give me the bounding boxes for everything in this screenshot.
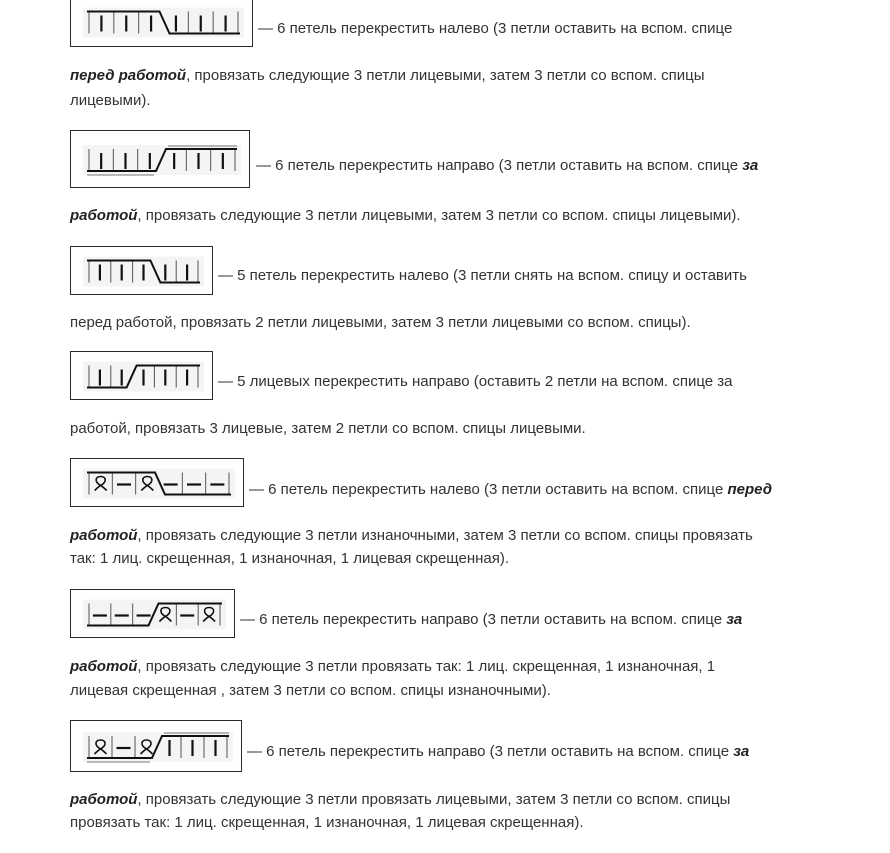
- text-run: — 6 петель перекрестить направо (3 петли оставить на вспом. спице: [240, 611, 727, 628]
- symbol-box-cross-6-right: [70, 130, 250, 188]
- entry-3-line-2: [70, 313, 691, 333]
- entry-6-line-1: [240, 610, 742, 630]
- entry-1-line-2: [70, 66, 705, 86]
- entry-7-line-3: [70, 813, 584, 833]
- text-run: — 5 петель перекрестить налево (3 петли снять на вспом. спицу и оставить: [218, 267, 747, 284]
- cable-symbol-icon: [71, 590, 236, 639]
- entry-2-line-1: [256, 156, 758, 176]
- cable-symbol-icon: [71, 131, 251, 189]
- emphasis-text: перед: [727, 481, 772, 498]
- symbol-box-cross-6-right-mixed: [70, 720, 242, 772]
- emphasis-text: работой: [70, 207, 138, 224]
- text-run: — 6 петель перекрестить направо (3 петли оставить на вспом. спице: [256, 157, 743, 174]
- symbol-box-cross-5-left: [70, 246, 213, 295]
- text-run: , провязать следующие 3 петли провязать лицевыми, затем 3 петли со вспом. спицы: [137, 791, 731, 808]
- entry-6-line-3: [70, 681, 551, 701]
- emphasis-text: работой: [70, 658, 138, 675]
- text-run: — 5 лицевых перекрестить направо (оставить 2 петли на вспом. спице за: [218, 373, 733, 390]
- text-run: , провязать следующие 3 петли провязать так: 1 лиц. скрещенная, 1 изнаночная, 1: [137, 658, 716, 675]
- symbol-box-cross-6-right-purl: [70, 589, 235, 638]
- symbol-box-cross-6-left-purl: [70, 458, 244, 507]
- text-run: так: 1 лиц. скрещенная, 1 изнаночная, 1 лицевая скрещенная).: [70, 550, 510, 567]
- entry-5-line-2: [70, 526, 753, 546]
- entry-5-line-3: [70, 549, 509, 569]
- cable-symbol-icon: [71, 352, 214, 401]
- cable-symbol-icon: [71, 247, 214, 296]
- text-run: перед работой, провязать 2 петли лицевыми, затем 3 петли лицевыми со вспом. спицы).: [70, 314, 691, 331]
- text-run: лицевыми).: [70, 92, 151, 109]
- entry-6-line-2: [70, 657, 715, 677]
- emphasis-text: за: [733, 743, 750, 760]
- entry-5-line-1: [249, 480, 772, 500]
- cable-symbol-icon: [71, 0, 254, 48]
- text-run: лицевая скрещенная , затем 3 петли со вспом. спицы изнаночными).: [70, 682, 551, 699]
- entry-3-line-1: [218, 266, 747, 286]
- text-run: , провязать следующие 3 петли изнаночными, затем 3 петли со вспом. спицы провязать: [137, 527, 753, 544]
- text-run: провязать так: 1 лиц. скрещенная, 1 изнаночная, 1 лицевая скрещенная).: [70, 814, 584, 831]
- text-run: — 6 петель перекрестить налево (3 петли оставить на вспом. спице: [258, 20, 733, 37]
- text-run: , провязать следующие 3 петли лицевыми, затем 3 петли со вспом. спицы: [186, 67, 705, 84]
- symbol-box-cross-6-left: [70, 0, 253, 47]
- entry-1-line-1: [258, 19, 732, 39]
- emphasis-text: за: [742, 157, 759, 174]
- cable-symbol-icon: [71, 459, 245, 508]
- emphasis-text: за: [726, 611, 743, 628]
- entry-4-line-2: [70, 419, 586, 439]
- text-run: — 6 петель перекрестить налево (3 петли оставить на вспом. спице: [249, 481, 728, 498]
- text-run: , провязать следующие 3 петли лицевыми, затем 3 петли со вспом. спицы лицевыми).: [137, 207, 741, 224]
- entry-7-line-1: [247, 742, 749, 762]
- cable-symbol-icon: [71, 721, 243, 773]
- entry-2-line-2: [70, 206, 741, 226]
- text-run: — 6 петель перекрестить направо (3 петли оставить на вспом. спице: [247, 743, 734, 760]
- emphasis-text: работой: [70, 527, 138, 544]
- symbol-box-cross-5-right: [70, 351, 213, 400]
- entry-7-line-2: [70, 790, 730, 810]
- entry-1-line-3: [70, 91, 151, 111]
- text-run: работой, провязать 3 лицевые, затем 2 петли со вспом. спицы лицевыми.: [70, 420, 586, 437]
- emphasis-text: работой: [70, 791, 138, 808]
- emphasis-text: перед работой: [70, 67, 187, 84]
- entry-4-line-1: [218, 372, 733, 392]
